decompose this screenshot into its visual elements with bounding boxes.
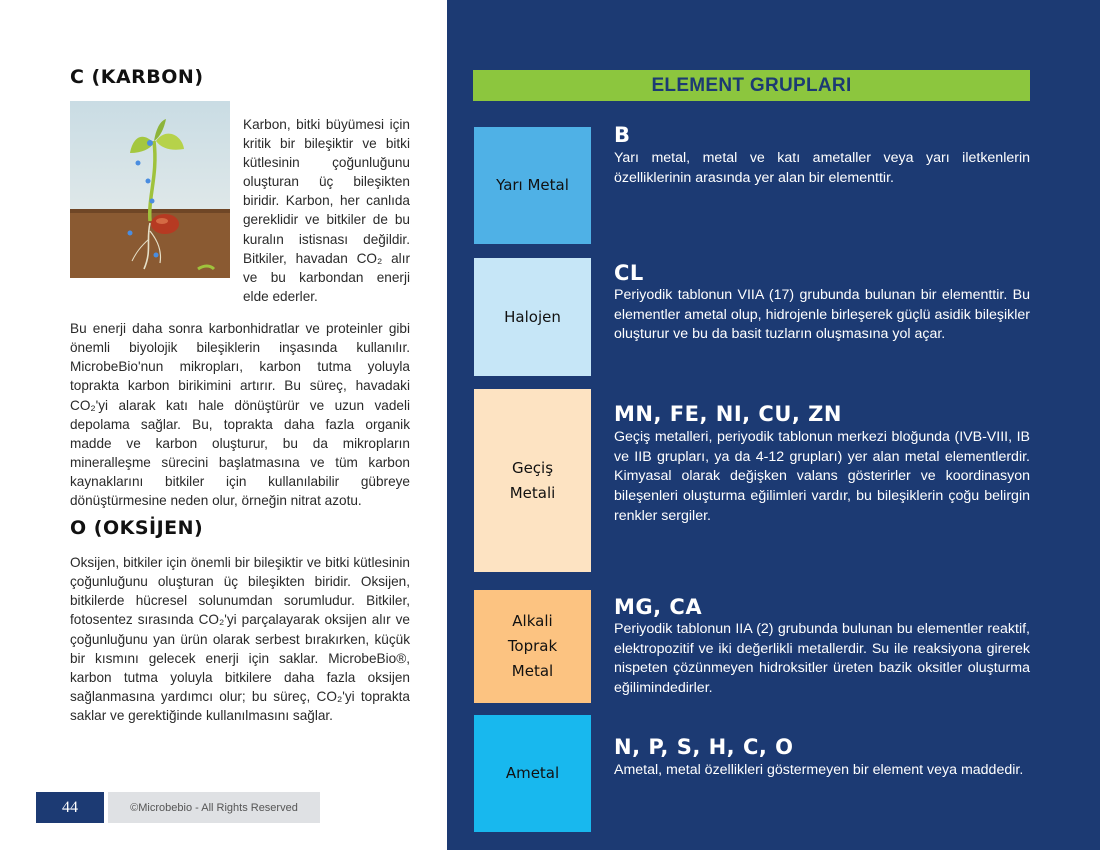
left-page	[0, 0, 447, 850]
group-label-box: Geçiş Metali	[474, 389, 591, 572]
group-label-box: Alkali Toprak Metal	[474, 590, 591, 703]
group-title: MG, CA	[614, 595, 703, 619]
group-title: N, P, S, H, C, O	[614, 735, 794, 759]
group-label-box: Halojen	[474, 258, 591, 376]
plant-seedling-illustration	[70, 101, 230, 278]
group-description: Geçiş metalleri, periyodik tablonun merkezi bloğunda (IVB-VIII, IB ve IIB grupları, ya da 4-12 grupları) yer alan metal elementlerdir. Kimyasal olarak değişken valans gösterirler ve koordinasyon bileşenleri oluşturma eğilimleri vardır, bu bileşiklerin çoğu belirgin renkler sergiler.	[614, 429, 1030, 524]
group-description: Periyodik tablonun VIIA (17) grubunda bulunan bir elementtir. Bu elementler ametal olup, hidrojenle birleşerek güçlü asidik bileşikler oluşturur ve bu da basit tuzların oluşmasına yol açar.	[614, 287, 1030, 343]
element-groups-banner: ELEMENT GRUPLARI	[473, 70, 1030, 101]
group-description: Periyodik tablonun IIA (2) grubunda bulunan bu elementler reaktif, elektropozitif ve iki değerlikli metallerdir. Su ile reaksiyona girerek nispeten çözünmeyen hidroksitler üreten bazik oksitler oluşturma eğilimindedirler.	[614, 621, 1030, 697]
group-description: Ametal, metal özellikleri göstermeyen bir element veya maddedir.	[614, 762, 1024, 778]
group-label-box: Yarı Metal	[474, 127, 591, 244]
group-label-box: Ametal	[474, 715, 591, 832]
group-title: CL	[614, 261, 644, 285]
group-title: MN, FE, NI, CU, ZN	[614, 402, 842, 426]
carbon-paragraph-wrap: Karbon, bitki büyümesi için kritik bir bileşiktir ve bitki kütlesinin çoğunluğunu oluşturan üç bileşikten biridir. Karbon, her canlıda gereklidir ve bitkiler de bu kuralın istisnası değildir. Bitkiler, havadan CO₂ alır ve bu karbondan enerji elde ederler.	[243, 116, 410, 304]
page-number: 44	[36, 792, 104, 823]
carbon-heading: C (KARBON)	[70, 66, 204, 88]
group-description: Yarı metal, metal ve katı ametaller veya yarı iletkenlerin özelliklerinin arasında yer alan bir elementtir.	[614, 150, 1030, 186]
carbon-paragraph-continued: Bu enerji daha sonra karbonhidratlar ve proteinler gibi önemli biyolojik bileşiklerin inşasında kullanılır. MicrobeBio'nun mikropları, karbon tutma yoluyla toprakta karbon birikimini artırır. Bu süreç, havadaki CO₂'yi alarak katı hale dönüştürür ve uzun vadeli depolama sağlar. Bu, toprakta daha fazla organik madde ve karbon oluşturur, bu da mikropların mineralleşme sürecini başlatmasına ve tüm karbon kaynaklarını bitkiler için kullanılabilir gübreye dönüştürmesine neden olur, örneğin nitrat azotu.	[70, 321, 410, 509]
oxygen-heading: O (OKSİJEN)	[70, 517, 204, 539]
oxygen-paragraph: Oksijen, bitkiler için önemli bir bileşiktir ve bitki kütlesinin çoğunluğunu oluşturan üç bileşikten biridir. Oksijen, bitkilerde hücresel solunumdan sorumludur. Bitkiler, fotosentez sırasında CO₂'yi parçalayarak oksijen alır ve çoğunluğunu yan ürün olarak serbest bırakırken, küçük bir kısmını gelecek enerji için saklar. MicrobeBio®, karbon tutma yoluyla bitkilere daha fazla oksijen sağlanmasına yardımcı olur; bu süreç, CO₂'yi toprakta saklar ve gerektiğinde kullanılmasını sağlar.	[70, 555, 410, 724]
copyright-notice: ©Microbebio - All Rights Reserved	[108, 792, 320, 823]
group-title: B	[614, 123, 631, 147]
